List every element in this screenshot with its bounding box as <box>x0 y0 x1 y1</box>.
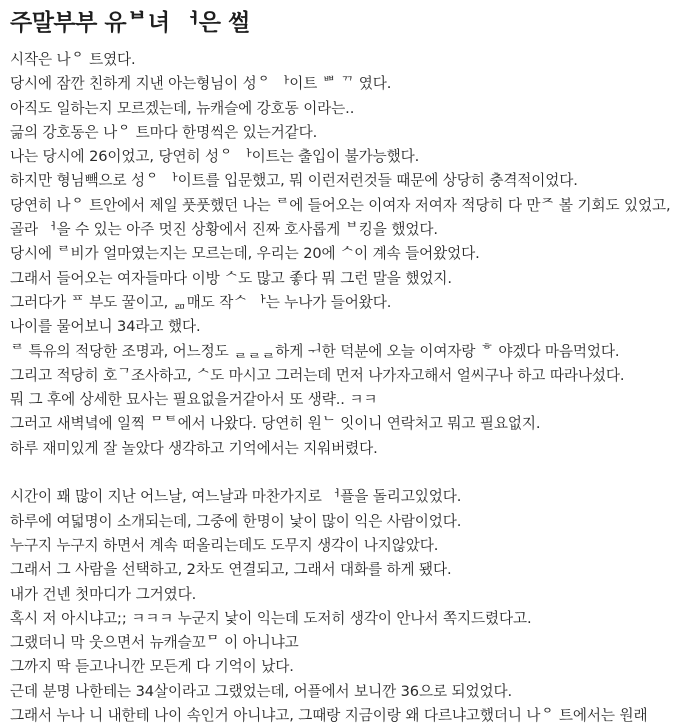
body-line: 당시에 ᄅ비가 얼마였는지는 모르는데, 우리는 20에 ᄉ이 계속 들어왔었다. <box>10 245 480 263</box>
body-line: 그러고 새벽녘에 일찍 ᄆᄐ에서 나왔다. 당연히 원ᄂ 잇이니 연락처고 뭐고 필요없지. <box>10 415 541 433</box>
body-line: 혹시 저 아시냐고;; ㅋㅋㅋ 누군지 낯이 익는데 도저히 생각이 안나서 쪽지드렸다고. <box>10 609 532 627</box>
body-line: 그래서 누나 니 내한테 나이 속인거 아니냐고, 그때랑 지금이랑 왜 다르냐고했더니 나ᄋ 트에서는 원래 <box>10 707 648 725</box>
body-line: 시간이 꽤 많이 지난 어느날, 여느날과 마찬가지로 ᅥ플을 돌리고있었다. <box>10 488 462 506</box>
post-body <box>10 48 700 728</box>
body-line: 뭐 그 후에 상세한 묘사는 필요없을거같아서 또 생략.. ㅋㅋ <box>10 391 378 409</box>
body-line: 당연히 나ᄋ 트안에서 제일 풋풋했던 나는 ᄅ에 들어오는 이여자 저여자 적당히 다 만ᄌ 볼 기회도 있었고, <box>10 196 671 214</box>
body-line: 그래서 들어오는 여자들마다 이방 ᄉ도 많고 좋다 뭐 그런 말을 했었지. <box>10 269 452 287</box>
body-line: 긂의 강호동은 나ᄋ 트마다 한명씩은 있는거같다. <box>10 123 318 141</box>
body-line: 그리고 적당히 호ᄀ조사하고, ᄉ도 마시고 그러는데 먼저 나가자고해서 얼씨구나 하고 따라나섰다. <box>10 366 625 384</box>
body-line: 하지만 형님빽으로 성ᄋ ᅡ이트를 입문했고, 뭐 이런저런것들 때문에 상당히 충격적이었다. <box>10 172 578 190</box>
body-line: 내가 건넨 첫마디가 그거였다. <box>10 585 197 603</box>
body-line: 나이를 물어보니 34라고 했다. <box>10 318 201 336</box>
body-line: 당시에 잠깐 친하게 지낸 아는형님이 성ᄋ ᅡ이트 ᄈ ᄁ 였다. <box>10 75 392 93</box>
body-line: 그까지 딱 듣고나니깐 모든게 다 기억이 났다. <box>10 658 294 676</box>
body-line: 아직도 일하는지 모르겠는데, 뉴캐슬에 강호동 이라는.. <box>10 99 355 117</box>
body-line: 골라 ᅥ을 수 있는 아주 멋진 상황에서 진짜 호사롭게 ᄇ킹을 했었다. <box>10 221 438 239</box>
body-line: ᄅ 특유의 적당한 조명과, 어느정도 ᆯᆯᆯ하게 ᅱ한 덕분에 오늘 이여자랑 ᄒ 야겠다 마음먹었다. <box>10 342 620 360</box>
body-line: 그러다가 ᄑ 부도 꿀이고, ᆱ매도 작ᄉ ᅡ는 누나가 들어왔다. <box>10 293 392 311</box>
body-line: 그래서 그 사람을 선택하고, 2차도 연결되고, 그래서 대화를 하게 됐다. <box>10 561 452 579</box>
body-line: 하루에 여덟명이 소개되는데, 그중에 한명이 낯이 많이 익은 사람이었다. <box>10 512 462 530</box>
paragraph-spacer <box>10 461 700 485</box>
body-line: 나는 당시에 26이었고, 당연히 성ᄋ ᅡ이트는 출입이 불가능했다. <box>10 148 420 166</box>
post-title: 주말부부 유ᄇ녀 ᅥ은 썰 <box>10 10 250 36</box>
body-line: 그랬더니 막 웃으면서 뉴캐슬꼬ᄆ 이 아니냐고 <box>10 634 299 652</box>
body-line: 누구지 누구지 하면서 계속 떠올리는데도 도무지 생각이 나지않았다. <box>10 536 439 554</box>
body-line: 근데 분명 나한테는 34살이라고 그랬었는데, 어플에서 보니깐 36으로 되었었다. <box>10 682 513 700</box>
body-line: 하루 재미있게 잘 놀았다 생각하고 기억에서는 지워버렸다. <box>10 439 378 457</box>
body-line: 시작은 나ᄋ 트였다. <box>10 51 136 68</box>
